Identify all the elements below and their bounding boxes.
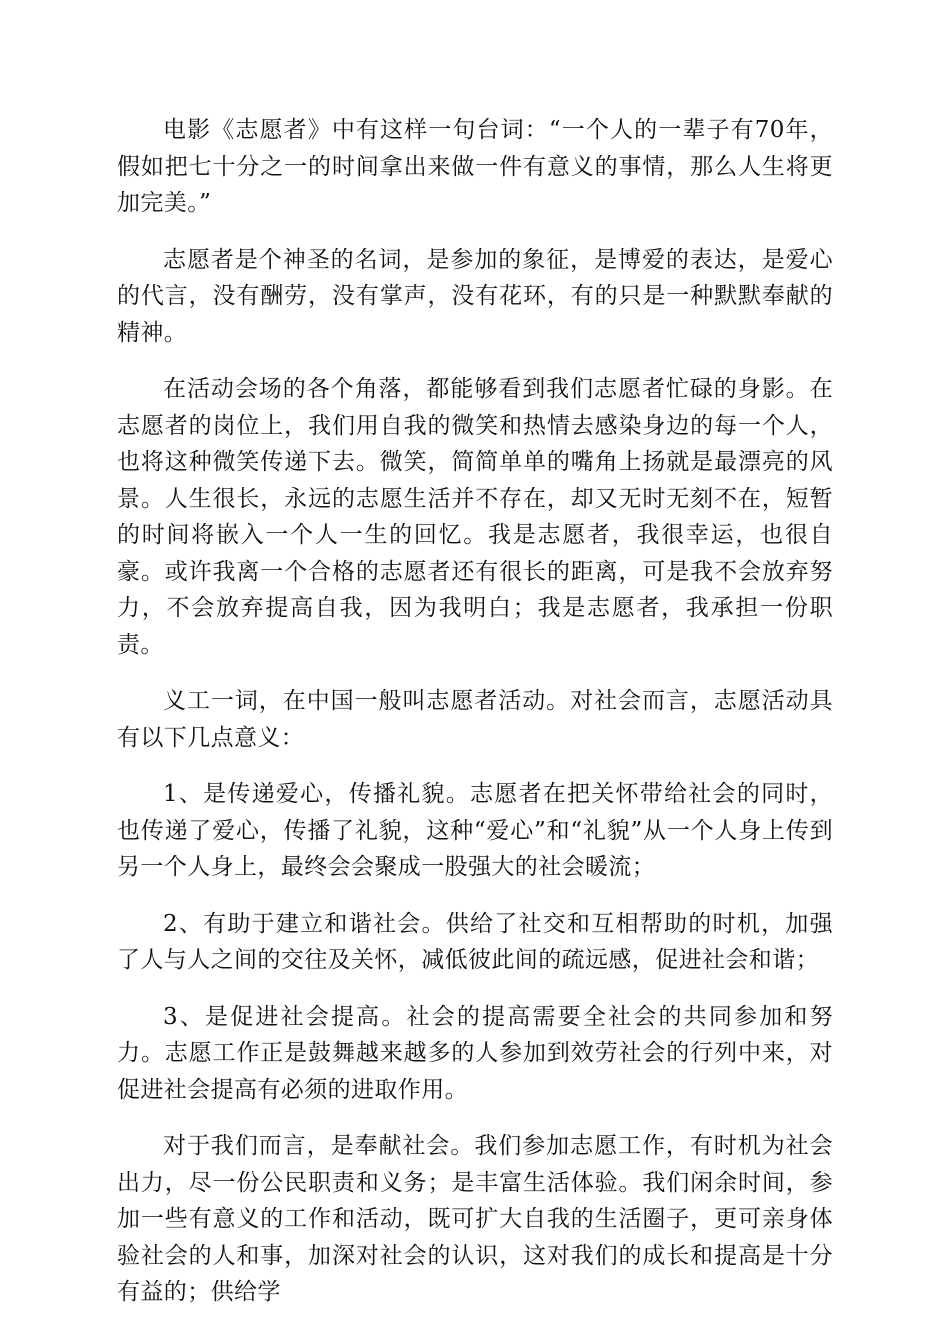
paragraph-venue-experience: 在活动会场的各个角落，都能够看到我们志愿者忙碌的身影。在志愿者的岗位上，我们用自我的微笑和热情去感染身边的每一个人，也将这种微笑传递下去。微笑，简简单单的嘴角上扬就是最漂亮的风景。人生很长，永远的志愿生活并不存在，却又无时无刻不在，短暂的时间将嵌入一个人一生的回忆。我是志愿者，我很幸运，也很自豪。或许我离一个合格的志愿者还有很长的距离，可是我不会放弃努力，不会放弃提高自我，因为我明白；我是志愿者，我承担一份职责。	[117, 376, 833, 658]
paragraph-volunteer-meaning-intro: 义工一词，在中国一般叫志愿者活动。对社会而言，志愿活动具有以下几点意义：	[117, 688, 833, 751]
paragraph-point-1: 1、是传递爱心，传播礼貌。志愿者在把关怀带给社会的同时，也传递了爱心，传播了礼貌，这种“爱心”和“礼貌”从一个人身上传到另一个人身上，最终会会聚成一股强大的社会暖流；	[117, 781, 833, 880]
document-body	[117, 112, 833, 1331]
paragraph-personal-meaning: 对于我们而言，是奉献社会。我们参加志愿工作，有时机为社会出力，尽一份公民职责和义务；是丰富生活体验。我们闲余时间，参加一些有意义的工作和活动，既可扩大自我的生活圈子，更可亲身体验社会的人和事，加深对社会的认识，这对我们的成长和提高是十分有益的；供给学	[117, 1133, 833, 1305]
paragraph-point-3: 3、是促进社会提高。社会的提高需要全社会的共同参加和努力。志愿工作正是鼓舞越来越多的人参加到效劳社会的行列中来，对促进社会提高有必须的进取作用。	[117, 1003, 833, 1103]
paragraph-volunteer-definition: 志愿者是个神圣的名词，是参加的象征，是博爱的表达，是爱心的代言，没有酬劳，没有掌声，没有花环，有的只是一种默默奉献的精神。	[117, 246, 833, 346]
paragraph-movie-quote: 电影《志愿者》中有这样一句台词：“一个人的一辈子有70年，假如把七十分之一的时间拿出来做一件有意义的事情，那么人生将更加完美。”	[117, 117, 833, 216]
paragraph-point-2: 2、有助于建立和谐社会。供给了社交和互相帮助的时机，加强了人与人之间的交往及关怀，减低彼此间的疏远感，促进社会和谐；	[117, 910, 833, 973]
